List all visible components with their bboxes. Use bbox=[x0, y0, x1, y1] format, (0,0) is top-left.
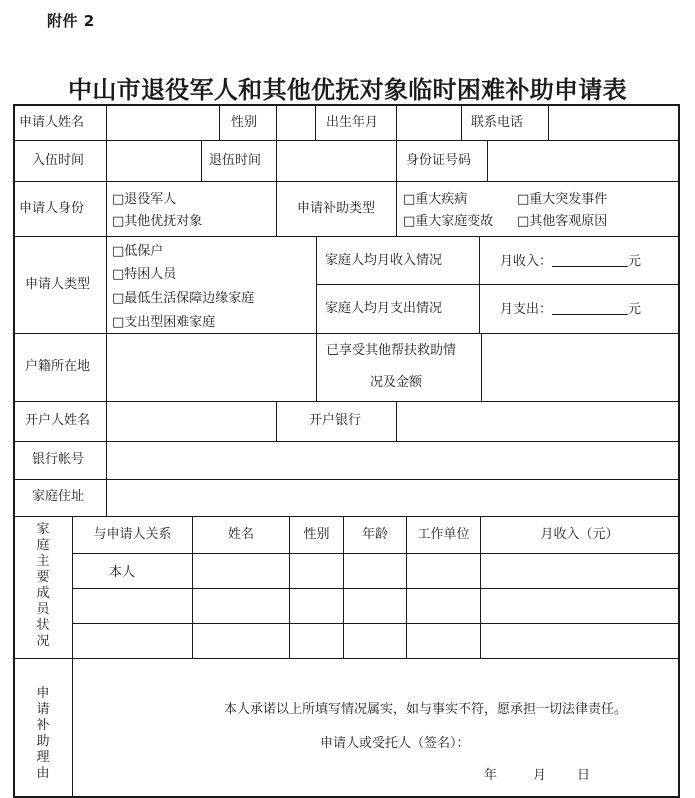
col-line bbox=[461, 105, 462, 141]
col-line bbox=[72, 517, 73, 798]
income-unit: 元 bbox=[628, 254, 642, 269]
household-label: 户籍所在地 bbox=[25, 359, 91, 374]
identity-option-other[interactable]: □其他优抚对象 bbox=[112, 214, 203, 229]
col-line bbox=[315, 105, 316, 141]
enlist-time-label: 入伍时间 bbox=[32, 153, 85, 168]
monthly-expense-label: 月支出： bbox=[500, 302, 553, 317]
row-line bbox=[14, 516, 679, 517]
col-line bbox=[106, 237, 107, 334]
bank-label: 开户银行 bbox=[309, 413, 362, 428]
type-option-dibao[interactable]: □低保户 bbox=[112, 244, 164, 259]
address-label: 家庭住址 bbox=[32, 489, 85, 504]
col-line bbox=[276, 182, 277, 237]
col-header-gender: 性别 bbox=[303, 527, 330, 542]
type-option-edge-family[interactable]: □最低生活保障边缘家庭 bbox=[112, 291, 255, 306]
phone-field[interactable] bbox=[549, 105, 678, 140]
identity-label: 申请人身份 bbox=[19, 201, 85, 216]
col-line bbox=[396, 182, 397, 237]
col-header-name: 姓名 bbox=[227, 527, 254, 542]
row-line bbox=[14, 658, 679, 659]
col-line bbox=[201, 141, 202, 182]
row-line bbox=[72, 588, 679, 589]
bank-account-label: 银行帐号 bbox=[32, 452, 85, 467]
attachment-label: 附件 2 bbox=[47, 12, 95, 30]
col-header-monthly-income: 月收入（元） bbox=[540, 527, 619, 542]
subsidy-type-label: 申请补助类型 bbox=[297, 201, 376, 216]
type-option-tekun[interactable]: □特困人员 bbox=[112, 267, 177, 282]
member-relation-self: 本人 bbox=[108, 565, 135, 580]
col-header-work-unit: 工作单位 bbox=[417, 527, 470, 542]
row-line bbox=[72, 553, 679, 554]
monthly-income-line bbox=[500, 252, 641, 271]
col-line bbox=[479, 237, 480, 334]
form-title: 中山市退役军人和其他优抚对象临时困难补助申请表 bbox=[68, 75, 627, 104]
col-line bbox=[396, 141, 397, 182]
col-header-relation: 与申请人关系 bbox=[93, 527, 172, 542]
birth-field[interactable] bbox=[397, 105, 461, 140]
col-line bbox=[276, 402, 277, 442]
table-border-left bbox=[13, 104, 15, 798]
date-day: 日 bbox=[577, 768, 591, 783]
subsidy-option-illness[interactable]: □重大疾病 bbox=[403, 192, 468, 207]
subsidy-option-family-change[interactable]: □重大家庭变故 bbox=[403, 214, 494, 229]
col-line bbox=[106, 182, 107, 237]
monthly-expense-line bbox=[500, 300, 641, 319]
gender-field[interactable] bbox=[277, 105, 315, 140]
table-border-right bbox=[678, 104, 680, 798]
reason-section-label: 申请补助理由 bbox=[36, 686, 50, 781]
col-header-age: 年龄 bbox=[361, 527, 388, 542]
family-expense-label: 家庭人均月支出情况 bbox=[325, 301, 443, 316]
retire-time-field[interactable] bbox=[277, 141, 396, 181]
account-name-field[interactable] bbox=[107, 402, 276, 441]
row-line bbox=[316, 284, 679, 285]
row-line bbox=[72, 623, 679, 624]
id-number-label: 身份证号码 bbox=[406, 153, 472, 168]
retire-time-label: 退伍时间 bbox=[209, 153, 262, 168]
address-field[interactable] bbox=[107, 480, 678, 516]
other-aid-label-line2: 况及金额 bbox=[370, 375, 423, 390]
family-income-label: 家庭人均月收入情况 bbox=[325, 253, 443, 268]
enlist-time-field[interactable] bbox=[107, 141, 201, 181]
other-aid-field[interactable] bbox=[482, 334, 678, 401]
applicant-name-field[interactable] bbox=[107, 105, 219, 140]
row-line bbox=[14, 181, 679, 182]
col-line bbox=[316, 237, 317, 334]
row-line bbox=[14, 236, 679, 237]
col-line bbox=[316, 334, 317, 402]
applicant-name-label: 申请人姓名 bbox=[19, 115, 85, 130]
signature-label: 申请人或受托人（签名）： bbox=[320, 736, 470, 751]
account-name-label: 开户人姓名 bbox=[25, 413, 91, 428]
other-aid-label-line1: 已享受其他帮扶救助情 bbox=[326, 343, 457, 358]
col-line bbox=[219, 105, 220, 141]
monthly-income-field[interactable] bbox=[552, 252, 628, 267]
gender-label: 性别 bbox=[231, 115, 258, 130]
subsidy-option-other[interactable]: □其他客观原因 bbox=[517, 214, 608, 229]
identity-option-veteran[interactable]: □退役军人 bbox=[112, 192, 177, 207]
family-section-label: 家庭主要成员状况 bbox=[36, 522, 50, 649]
date-year: 年 bbox=[484, 768, 498, 783]
monthly-expense-field[interactable] bbox=[552, 300, 628, 315]
birth-label: 出生年月 bbox=[326, 115, 379, 130]
household-field[interactable] bbox=[107, 334, 316, 401]
expense-unit: 元 bbox=[628, 302, 642, 317]
applicant-type-label: 申请人类型 bbox=[25, 277, 91, 292]
subsidy-option-emergency[interactable]: □重大突发事件 bbox=[517, 192, 608, 207]
bank-account-field[interactable] bbox=[107, 442, 678, 479]
bank-field[interactable] bbox=[397, 402, 678, 441]
declaration-text: 本人承诺以上所填写情况属实，如与事实不符，愿承担一切法律责任。 bbox=[224, 702, 628, 717]
monthly-income-label: 月收入： bbox=[500, 254, 553, 269]
type-option-expense-family[interactable]: □支出型困难家庭 bbox=[112, 315, 216, 330]
date-month: 月 bbox=[533, 768, 547, 783]
id-number-field[interactable] bbox=[488, 141, 678, 181]
phone-label: 联系电话 bbox=[471, 115, 524, 130]
